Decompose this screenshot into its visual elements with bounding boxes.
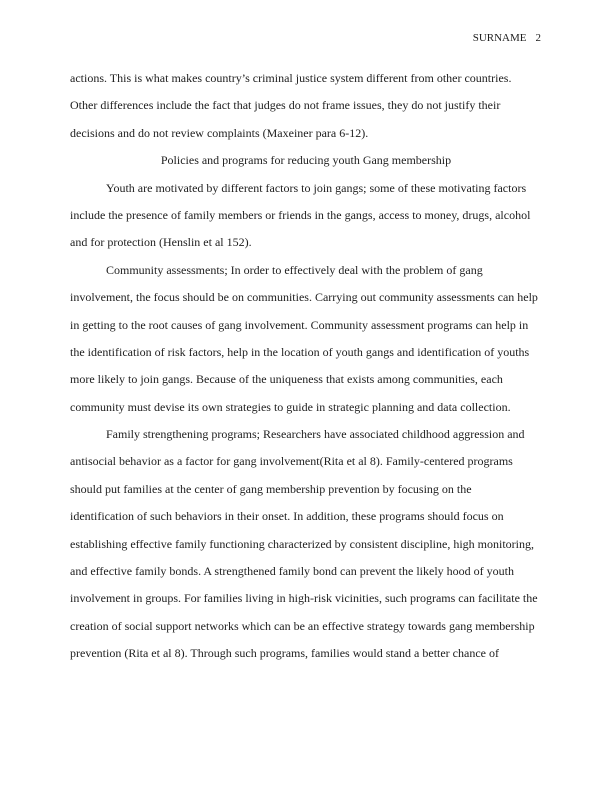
text-line: establishing effective family functioning characterized by consistent discipline, high monitoring, — [70, 536, 534, 551]
text-line: and for protection (Henslin et al 152). — [70, 235, 252, 250]
text-line: creation of social support networks which can be an effective strategy towards gang membership — [70, 618, 535, 633]
text-line: Youth are motivated by different factors to join gangs; some of these motivating factors — [106, 180, 527, 195]
text-line: community must devise its own strategies to guide in strategic planning and data collection. — [70, 399, 511, 414]
header-page-number: 2 — [535, 32, 541, 44]
text-line: should put families at the center of gang membership prevention by focusing on the — [70, 481, 472, 496]
text-line: Other differences include the fact that judges do not frame issues, they do not justify their — [70, 98, 501, 113]
section-heading — [70, 147, 542, 174]
text-line: prevention (Rita et al 8). Through such programs, families would stand a better chance of — [70, 646, 499, 661]
text-line: decisions and do not review complaints (Maxeiner para 6-12). — [70, 125, 369, 140]
paragraph-continuation — [70, 65, 542, 147]
header-surname: SURNAME — [472, 32, 527, 44]
text-line: the identification of risk factors, help in the location of youth gangs and identification of youths — [70, 344, 530, 359]
paragraph-youth-motivation — [70, 175, 542, 257]
document-body — [70, 65, 542, 668]
section-heading-text: Policies and programs for reducing youth Gang membership — [160, 153, 452, 168]
text-line: and effective family bonds. A strengthened family bond can prevent the likely hood of youth — [70, 564, 514, 579]
paragraph-community-assessments — [70, 257, 542, 421]
text-line: involvement, the focus should be on communities. Carrying out community assessments can help — [70, 290, 538, 305]
text-line: in getting to the root causes of gang involvement. Community assessment programs can help in — [70, 317, 529, 332]
page-header — [473, 32, 541, 44]
text-line: antisocial behavior as a factor for gang involvement(Rita et al 8). Family-centered programs — [70, 454, 513, 469]
text-line: Family strengthening programs; Researchers have associated childhood aggression and — [106, 427, 525, 442]
text-line: Community assessments; In order to effectively deal with the problem of gang — [106, 262, 483, 277]
text-line: identification of such behaviors in their onset. In addition, these programs should focus on — [70, 509, 504, 524]
text-line: more likely to join gangs. Because of the uniqueness that exists among communities, each — [70, 372, 503, 387]
text-line: actions. This is what makes country’s criminal justice system different from other countries. — [70, 71, 512, 85]
paragraph-family-strengthening — [70, 421, 542, 668]
text-line: include the presence of family members or friends in the gangs, access to money, drugs, alcohol — [70, 207, 531, 222]
text-line: involvement in groups. For families living in high-risk vicinities, such programs can facilitate the — [70, 591, 538, 606]
